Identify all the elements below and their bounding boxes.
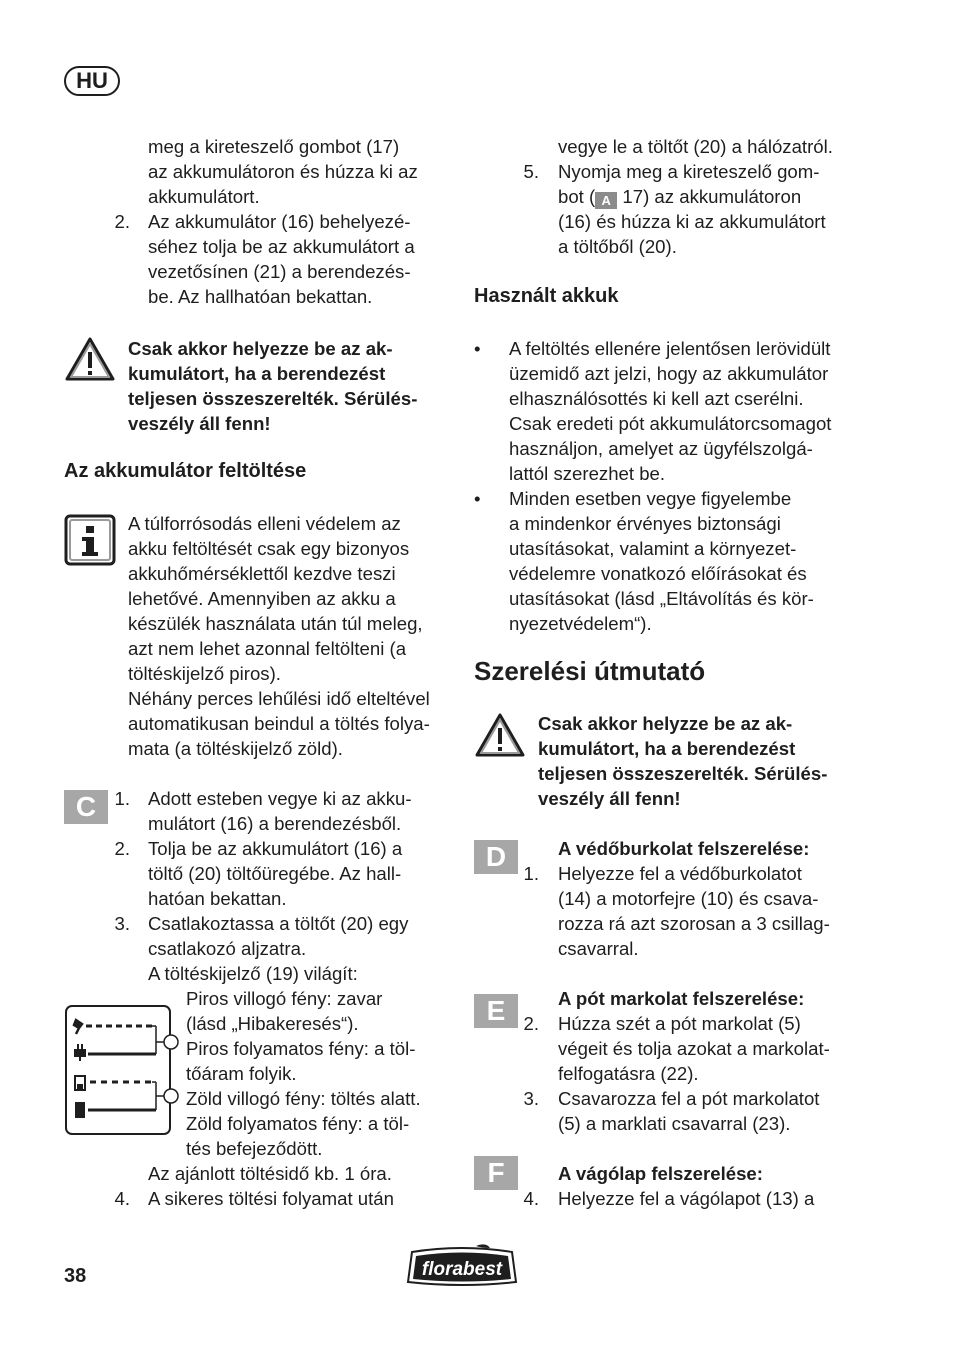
bullet-line: üzemidő azt jelzi, hogy az akkumulátor	[509, 363, 829, 384]
text-fragment: 17) az akkumulátoron	[617, 186, 802, 207]
info-text: töltéskijelző piros).	[128, 663, 281, 684]
page-heading: Szerelési útmutató	[474, 656, 706, 686]
list-item-line: Csatlakoztassa a töltőt (20) egy	[148, 913, 409, 934]
list-item-line: rozza rá azt szorosan a 3 csillag-	[558, 913, 830, 934]
list-number: 2.	[114, 838, 130, 859]
charging-indicator-diagram	[64, 1004, 184, 1136]
info-text: automatikusan beindul a töltés folya-	[128, 713, 430, 734]
list-item-line: Csavarozza fel a pót markolatot	[558, 1088, 820, 1109]
list-item-line: be. Az hallhatóan bekattan.	[148, 286, 373, 307]
list-item-line: végeit és tolja azokat a markolat-	[558, 1038, 830, 1059]
subsection-title: A védőburkolat felszerelése:	[558, 838, 810, 859]
bullet: •	[474, 488, 481, 509]
figure-label-e: E	[474, 994, 518, 1028]
list-number: 1.	[523, 863, 539, 884]
indicator-line: (lásd „Hibakeresés“).	[186, 1013, 359, 1034]
list-item-line: vegye le a töltőt (20) a hálózatról.	[558, 136, 833, 157]
warning-text: teljesen összeszerelték. Sérülés-	[128, 388, 418, 409]
figure-label-f: F	[474, 1156, 518, 1190]
paragraph-line: akkumulátort.	[148, 186, 260, 207]
indicator-line: Zöld folyamatos fény: a töl-	[186, 1113, 410, 1134]
list-number: 5.	[523, 161, 539, 182]
list-item-line: csatlakozó aljzatra.	[148, 938, 307, 959]
list-number: 4.	[114, 1188, 130, 1209]
list-item-line: felfogatásra (22).	[558, 1063, 699, 1084]
list-item-line: Húzza szét a pót markolat (5)	[558, 1013, 801, 1034]
list-number: 2.	[114, 211, 130, 232]
indicator-line: Piros folyamatos fény: a töl-	[186, 1038, 416, 1059]
list-number: 2.	[523, 1013, 539, 1034]
warning-triangle-icon	[474, 712, 526, 758]
list-item-line: (16) és húzza ki az akkumulátort	[558, 211, 826, 232]
bullet-line: Csak eredeti pót akkumulátorcsomagot	[509, 413, 832, 434]
list-number: 3.	[523, 1088, 539, 1109]
list-item-line: Nyomja meg a kireteszelő gom-	[558, 161, 820, 182]
indicator-line: tés befejeződött.	[186, 1138, 323, 1159]
figure-label-d: D	[474, 840, 518, 874]
warning-text: veszély áll fenn!	[128, 413, 271, 434]
list-item-line: csavarral.	[558, 938, 639, 959]
list-item-line: Tolja be az akkumulátort (16) a	[148, 838, 403, 859]
info-text: akkuhőmérséklettől kezdve teszi	[128, 563, 396, 584]
bullet-line: lattól szerezhet be.	[509, 463, 666, 484]
bullet-line: védelemre vonatkozó előírásokat és	[509, 563, 807, 584]
info-text: azt nem lehet azonnal feltölteni (a	[128, 638, 407, 659]
list-item-line: a töltőből (20).	[558, 236, 677, 257]
bullet-line: utasításokat, valamint a környezet-	[509, 538, 797, 559]
figure-label-c: C	[64, 790, 108, 824]
page-number: 38	[64, 1265, 87, 1287]
section-heading: Az akkumulátor feltöltése	[64, 460, 307, 482]
warning-triangle-icon	[64, 336, 116, 382]
text-fragment: bot (	[558, 186, 596, 207]
subsection-title: A vágólap felszerelése:	[558, 1163, 763, 1184]
info-text: készülék használata után túl meleg,	[128, 613, 423, 634]
bullet: •	[474, 338, 481, 359]
list-item-line: séhez tolja be az akkumulátort a	[148, 236, 415, 257]
indicator-intro: A töltéskijelző (19) világít:	[148, 963, 358, 984]
section-heading: Használt akkuk	[474, 285, 619, 307]
list-item-line: A sikeres töltési folyamat után	[148, 1188, 394, 1209]
paragraph-line: az akkumulátoron és húzza ki az	[148, 161, 418, 182]
list-item-line: vezetősínen (21) a berendezés-	[148, 261, 411, 282]
bullet-line: nyezetvédelem“).	[509, 613, 652, 634]
bullet-line: a mindenkor érvényes biztonsági	[509, 513, 781, 534]
info-text: akku feltöltését csak egy bizonyos	[128, 538, 410, 559]
info-text: mata (a töltéskijelző zöld).	[128, 738, 343, 759]
list-item-line: (14) a motorfejre (10) és csava-	[558, 888, 819, 909]
list-item-line	[558, 184, 801, 209]
list-item-line: Helyezze fel a vágólapot (13) a	[558, 1188, 815, 1209]
subsection-title: A pót markolat felszerelése:	[558, 988, 805, 1009]
paragraph-line: meg a kireteszelő gombot (17)	[148, 136, 400, 157]
bullet-line: utasításokat (lásd „Eltávolítás és kör-	[509, 588, 814, 609]
list-item-line: Adott esteben vegye ki az akku-	[148, 788, 412, 809]
info-icon	[64, 514, 116, 566]
info-text: A túlforrósodás elleni védelem az	[128, 513, 401, 534]
indicator-line: tőáram folyik.	[186, 1063, 297, 1084]
recommended-time: Az ajánlott töltésidő kb. 1 óra.	[148, 1163, 392, 1184]
bullet-line: használjon, amelyet az ügyfélszolgá-	[509, 438, 813, 459]
warning-text: Csak akkor helyezze be az ak-	[128, 338, 393, 359]
list-number: 4.	[523, 1188, 539, 1209]
info-text: Néhány perces lehűlési idő elteltével	[128, 688, 430, 709]
florabest-logo	[404, 1242, 520, 1290]
bullet-line: elhasználósottés ki kell azt cserélni.	[509, 388, 804, 409]
list-number: 3.	[114, 913, 130, 934]
warning-text: veszély áll fenn!	[538, 788, 681, 809]
list-item-line: (5) a marklati csavarral (23).	[558, 1113, 791, 1134]
warning-text: kumulátort, ha a berendezést	[538, 738, 796, 759]
info-text: lehetővé. Amennyiben az akku a	[128, 588, 396, 609]
indicator-line: Piros villogó fény: zavar	[186, 988, 383, 1009]
warning-text: kumulátort, ha a berendezést	[128, 363, 386, 384]
list-item-line: Az akkumulátor (16) behelyezé-	[148, 211, 411, 232]
list-item-line: Helyezze fel a védőburkolatot	[558, 863, 802, 884]
list-number: 1.	[114, 788, 130, 809]
bullet-line: A feltöltés ellenére jelentősen lerövidült	[509, 338, 831, 359]
list-item-line: mulátort (16) a berendezésből.	[148, 813, 402, 834]
warning-text: teljesen összeszerelték. Sérülés-	[538, 763, 828, 784]
bullet-line: Minden esetben vegye figyelembe	[509, 488, 792, 509]
warning-text: Csak akkor helyzze be az ak-	[538, 713, 793, 734]
logo-text: florabest	[421, 1259, 503, 1280]
figure-ref-a: A	[595, 192, 617, 209]
list-item-line: töltő (20) töltőüregébe. Az hall-	[148, 863, 402, 884]
language-badge: HU	[64, 66, 120, 96]
indicator-line: Zöld villogó fény: töltés alatt.	[186, 1088, 421, 1109]
list-item-line: hatóan bekattan.	[148, 888, 287, 909]
